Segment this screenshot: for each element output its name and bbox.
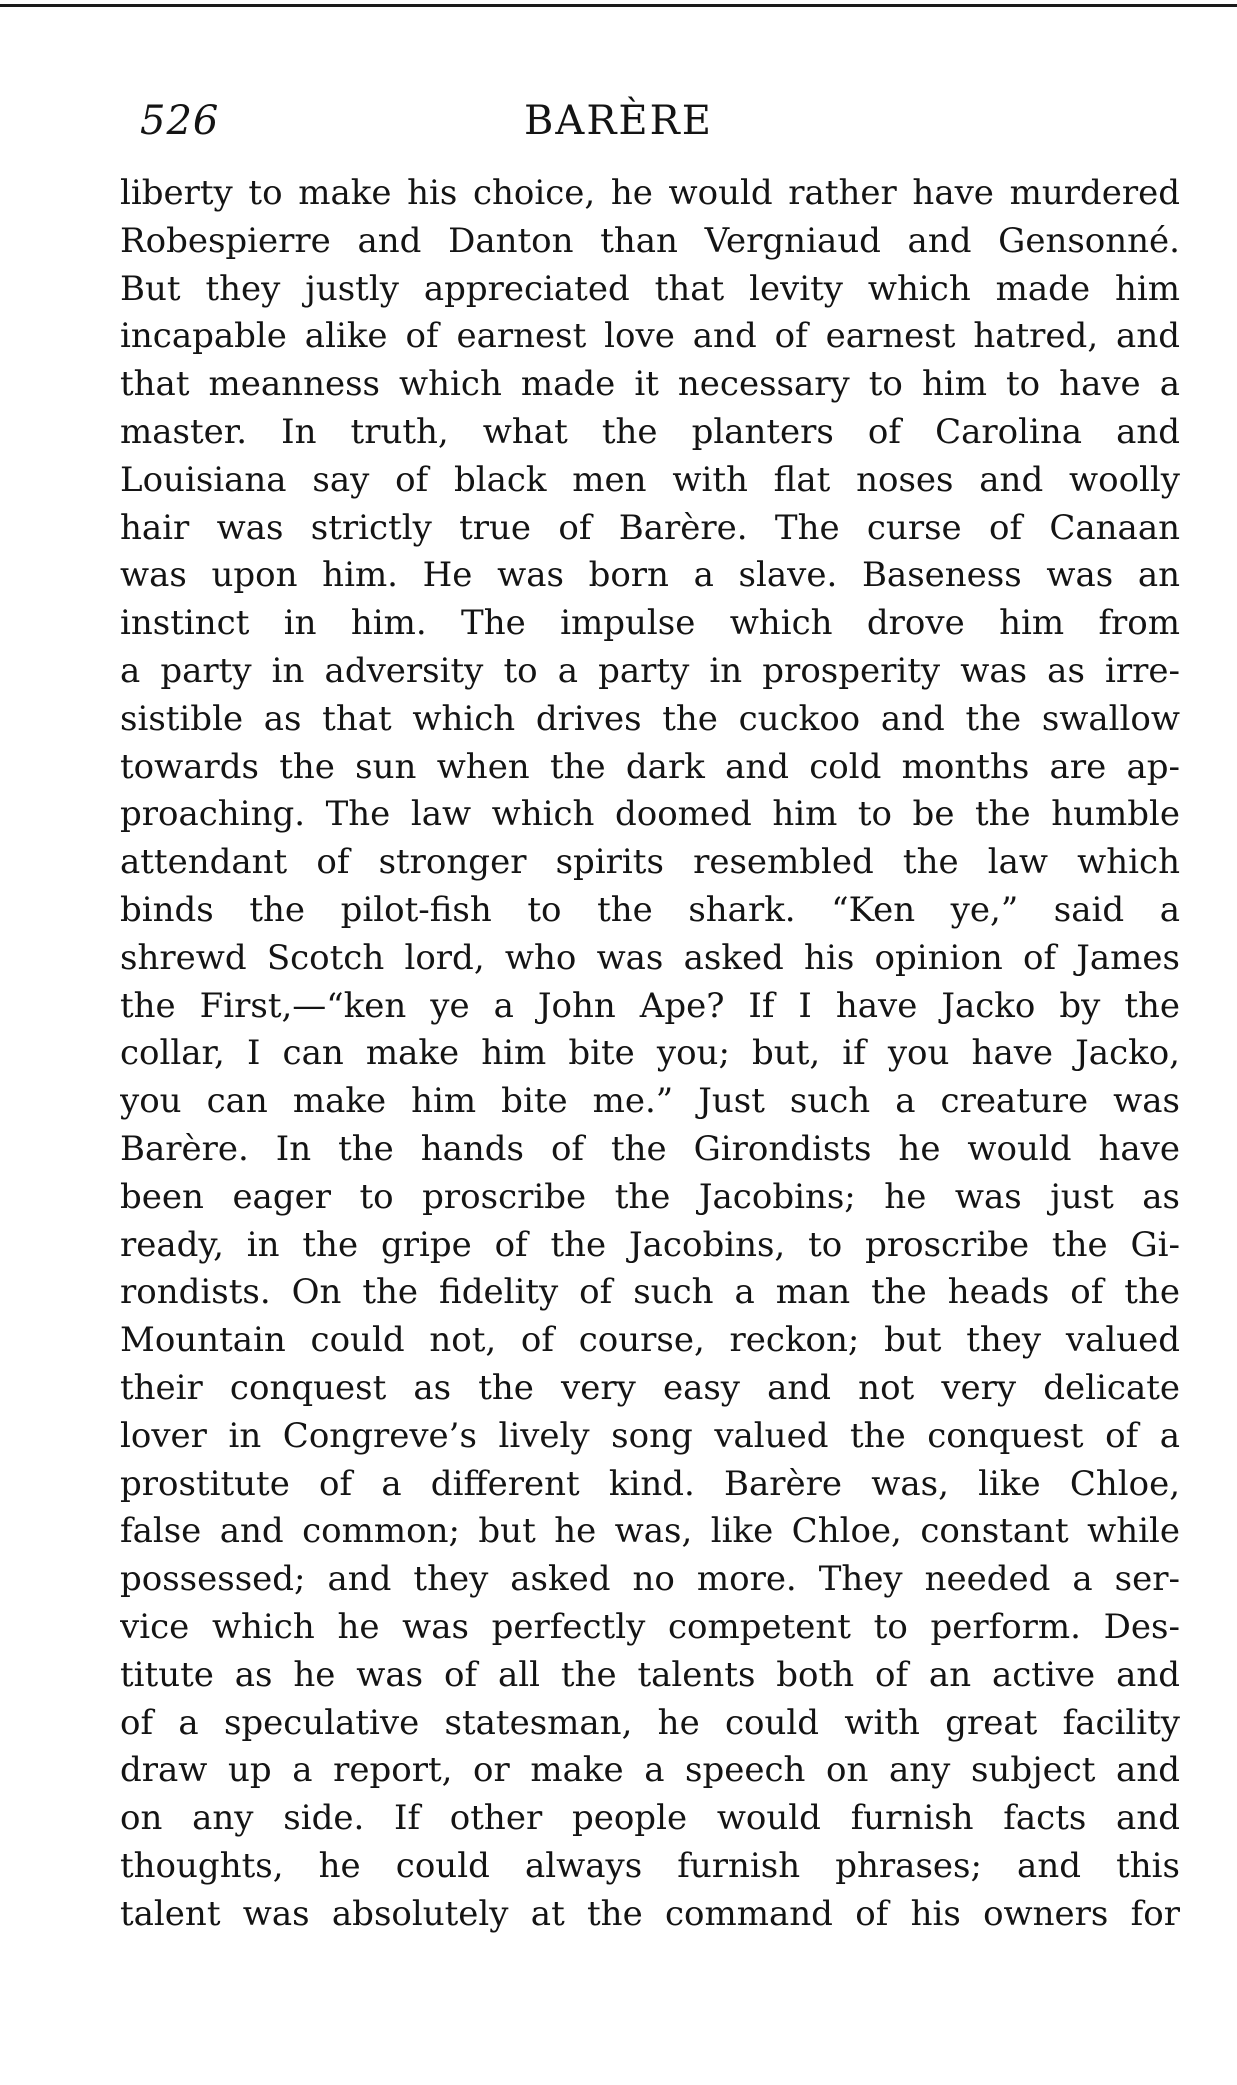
text-line: prostitute of a different kind. Barère was, like Chloe, <box>120 1463 1180 1504</box>
text-line: vice which he was perfectly competent to perform. Des- <box>120 1606 1180 1647</box>
text-line: titute as he was of all the talents both of an active and <box>120 1654 1180 1695</box>
text-line: collar, I can make him bite you; but, if you have Jacko, <box>120 1033 1180 1074</box>
text-line: rondists. On the fidelity of such a man the heads of the <box>120 1272 1180 1313</box>
text-line: sistible as that which drives the cuckoo and the swallow <box>120 698 1180 739</box>
top-rule <box>0 4 1237 7</box>
text-line: their conquest as the very easy and not very delicate <box>120 1367 1180 1408</box>
text-line: shrewd Scotch lord, who was asked his opinion of James <box>120 937 1180 978</box>
text-line: Robespierre and Danton than Vergniaud and Gensonné. <box>120 220 1180 261</box>
text-line: of a speculative statesman, he could with great facility <box>120 1702 1180 1743</box>
body-text <box>120 170 1180 1938</box>
text-line: incapable alike of earnest love and of earnest hatred, and <box>120 316 1180 357</box>
text-line: hair was strictly true of Barère. The curse of Canaan <box>120 507 1180 548</box>
text-line: But they justly appreciated that levity which made him <box>120 268 1180 309</box>
text-line: on any side. If other people would furnish facts and <box>120 1798 1180 1839</box>
text-line: master. In truth, what the planters of Carolina and <box>120 411 1180 452</box>
page-number: 526 <box>140 98 220 144</box>
text-line: towards the sun when the dark and cold months are ap- <box>120 746 1180 787</box>
text-line: proaching. The law which doomed him to be the humble <box>120 794 1180 835</box>
text-line: the First,—“ken ye a John Ape? If I have Jacko by the <box>120 985 1180 1026</box>
text-line: false and common; but he was, like Chloe, constant while <box>120 1511 1180 1552</box>
text-line: Mountain could not, of course, reckon; but they valued <box>120 1320 1180 1361</box>
text-line: talent was absolutely at the command of his owners for <box>120 1893 1180 1934</box>
text-line: lover in Congreve’s lively song valued the conquest of a <box>120 1415 1180 1456</box>
text-line: Louisiana say of black men with flat noses and woolly <box>120 459 1180 500</box>
text-line: ready, in the gripe of the Jacobins, to proscribe the Gi- <box>120 1224 1180 1265</box>
text-line: Barère. In the hands of the Girondists he would have <box>120 1128 1180 1169</box>
text-line: a party in adversity to a party in prosperity was as irre- <box>120 650 1180 691</box>
text-line: instinct in him. The impulse which drove him from <box>120 603 1180 644</box>
text-line: you can make him bite me.” Just such a creature was <box>120 1081 1180 1122</box>
text-line: possessed; and they asked no more. They needed a ser- <box>120 1559 1180 1600</box>
text-line: binds the pilot-fish to the shark. “Ken ye,” said a <box>120 889 1180 930</box>
text-line: was upon him. He was born a slave. Baseness was an <box>120 555 1180 596</box>
text-line: attendant of stronger spirits resembled the law which <box>120 842 1180 883</box>
text-line: been eager to proscribe the Jacobins; he was just as <box>120 1176 1180 1217</box>
text-line: that meanness which made it necessary to him to have a <box>120 364 1180 405</box>
text-line: thoughts, he could always furnish phrases; and this <box>120 1845 1180 1886</box>
text-line: liberty to make his choice, he would rather have murdered <box>120 173 1180 213</box>
text-line: draw up a report, or make a speech on any subject and <box>120 1750 1180 1791</box>
running-title: BARÈRE <box>524 98 713 144</box>
